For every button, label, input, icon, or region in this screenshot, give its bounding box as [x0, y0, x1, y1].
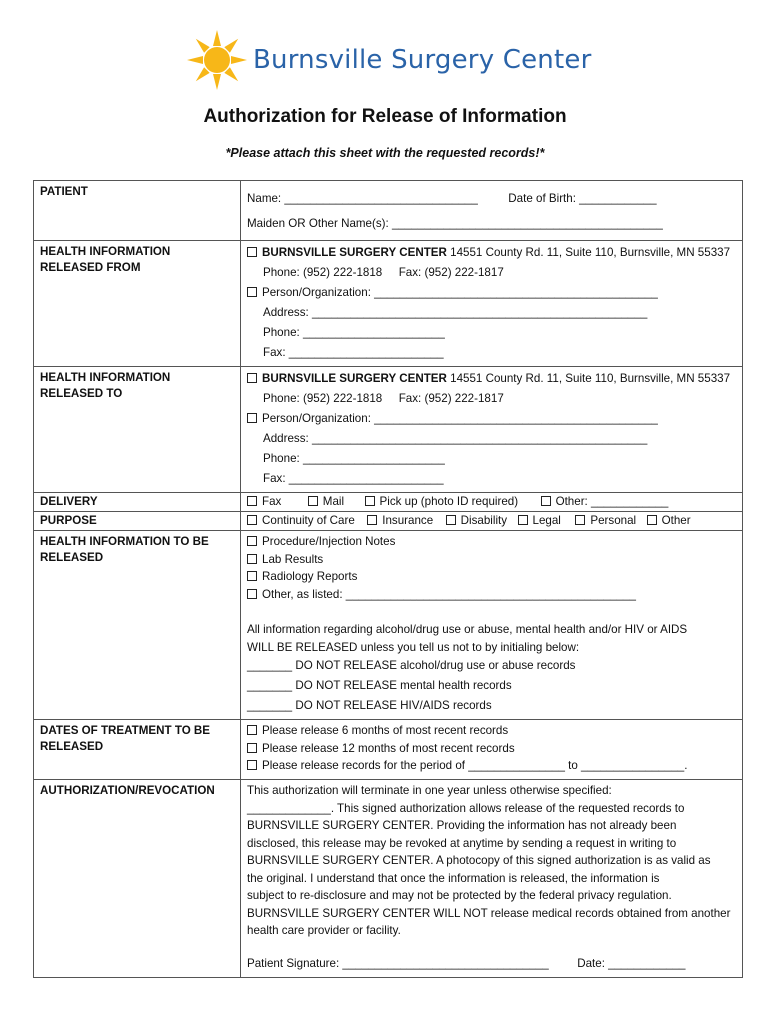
released-to-facility-phone: Phone: (952) 222-1818	[263, 392, 383, 405]
purpose-insurance-checkbox[interactable]	[367, 515, 377, 525]
released-from-label: HEALTH INFORMATION RELEASED FROM	[34, 241, 241, 367]
exclude-mental-health-field[interactable]: _______ DO NOT RELEASE mental health records	[247, 679, 512, 692]
released-from-bsc-checkbox[interactable]	[247, 247, 257, 257]
sensitive-notice-line-2: WILL BE RELEASED unless you tell us not to by initialing below:	[247, 640, 580, 654]
purpose-label: PURPOSE	[34, 512, 241, 531]
delivery-option-fax: Fax	[262, 495, 282, 508]
released-from-facility-fax: Fax: (952) 222-1817	[398, 266, 504, 279]
dates-row	[34, 720, 743, 780]
delivery-mail-checkbox[interactable]	[308, 496, 318, 506]
sun-icon	[185, 28, 249, 92]
info-option-other-field[interactable]: Other, as listed: _____________________________________________	[262, 587, 636, 601]
authorization-text	[247, 782, 736, 940]
authorization-form-table	[33, 180, 743, 978]
patient-dob-field[interactable]: Date of Birth: ____________	[508, 192, 657, 205]
released-from-person-checkbox[interactable]	[247, 287, 257, 297]
released-from-facility-phone: Phone: (952) 222-1818	[263, 266, 383, 279]
patient-name-field[interactable]: Name: ______________________________	[247, 192, 478, 205]
release-6-months-checkbox[interactable]	[247, 725, 257, 735]
released-from-person-field[interactable]: Person/Organization: ____________________________________________	[262, 286, 658, 299]
authorization-line: the original. I understand that once the information is released, the information is	[247, 871, 660, 885]
purpose-option-other: Other	[661, 514, 691, 527]
released-to-label: HEALTH INFORMATION RELEASED TO	[34, 367, 241, 493]
info-option-procedure: Procedure/Injection Notes	[262, 535, 396, 548]
released-to-row	[34, 367, 743, 493]
released-to-phone-field[interactable]: Phone: ______________________	[263, 452, 445, 465]
delivery-fax-checkbox[interactable]	[247, 496, 257, 506]
info-option-lab: Lab Results	[262, 552, 324, 566]
release-12-months-checkbox[interactable]	[247, 743, 257, 753]
purpose-other-checkbox[interactable]	[647, 515, 657, 525]
delivery-option-pickup: Pick up (photo ID required)	[379, 495, 519, 508]
authorization-line: disclosed, this release may be revoked at anytime by sending a request in writing to	[247, 836, 677, 850]
released-from-facility-name: BURNSVILLE SURGERY CENTER	[262, 246, 447, 259]
authorization-row	[34, 780, 743, 978]
authorization-line: _____________. This signed authorization allows release of the requested records to	[247, 801, 685, 815]
radiology-reports-checkbox[interactable]	[247, 571, 257, 581]
purpose-continuity-checkbox[interactable]	[247, 515, 257, 525]
info-option-radiology: Radiology Reports	[262, 570, 358, 583]
patient-row	[34, 181, 743, 241]
released-to-facility-fax: Fax: (952) 222-1817	[398, 392, 504, 405]
purpose-option-insurance: Insurance	[382, 514, 434, 527]
lab-results-checkbox[interactable]	[247, 554, 257, 564]
authorization-line: BURNSVILLE SURGERY CENTER. Providing the information has not already been	[247, 819, 677, 832]
exclude-hiv-aids-field[interactable]: _______ DO NOT RELEASE HIV/AIDS records	[247, 699, 492, 712]
delivery-option-mail: Mail	[322, 495, 345, 508]
brand-name: Burnsville Surgery Center	[253, 45, 592, 75]
released-from-address-field[interactable]: Address: ____________________________________________________	[263, 306, 648, 319]
page-subtitle: *Please attach this sheet with the requested records!*	[225, 146, 545, 160]
authorization-line: BURNSVILLE SURGERY CENTER. A photocopy of this signed authorization is as valid as	[247, 854, 711, 867]
released-from-fax-field[interactable]: Fax: ________________________	[263, 346, 444, 359]
released-from-phone-field[interactable]: Phone: ______________________	[263, 326, 445, 339]
authorization-line: BURNSVILLE SURGERY CENTER WILL NOT release medical records obtained from another	[247, 906, 731, 920]
released-to-facility-name: BURNSVILLE SURGERY CENTER	[262, 372, 447, 385]
delivery-pickup-checkbox[interactable]	[365, 496, 375, 506]
other-listed-checkbox[interactable]	[247, 589, 257, 599]
info-to-release-row	[34, 531, 743, 720]
released-to-address-field[interactable]: Address: ____________________________________________________	[263, 432, 648, 445]
exclude-alcohol-drug-field[interactable]: _______ DO NOT RELEASE alcohol/drug use or abuse records	[247, 659, 576, 672]
released-to-person-checkbox[interactable]	[247, 413, 257, 423]
released-to-person-field[interactable]: Person/Organization: ____________________________________________	[262, 412, 658, 425]
purpose-option-legal: Legal	[532, 514, 561, 527]
purpose-legal-checkbox[interactable]	[518, 515, 528, 525]
purpose-disability-checkbox[interactable]	[446, 515, 456, 525]
info-to-release-label: HEALTH INFORMATION TO BE RELEASED	[34, 531, 241, 720]
delivery-label: DELIVERY	[34, 493, 241, 512]
dates-option-6-months: Please release 6 months of most recent records	[262, 724, 509, 737]
delivery-row	[34, 493, 743, 512]
patient-signature-field[interactable]: Patient Signature: ________________________________	[247, 956, 549, 970]
released-to-fax-field[interactable]: Fax: ________________________	[263, 472, 444, 485]
released-to-facility-address: 14551 County Rd. 11, Suite 110, Burnsville, MN 55337	[450, 372, 731, 385]
authorization-line: subject to re-disclosure and may not be protected by the federal privacy regulation.	[247, 889, 672, 902]
signature-date-field[interactable]: Date: ____________	[577, 956, 686, 970]
patient-maiden-field[interactable]: Maiden OR Other Name(s): __________________________________________	[247, 217, 663, 230]
sensitive-notice-line-1: All information regarding alcohol/drug use or abuse, mental health and/or HIV or AIDS	[247, 623, 688, 636]
purpose-option-continuity: Continuity of Care	[262, 514, 355, 527]
purpose-option-disability: Disability	[460, 514, 508, 527]
patient-label: PATIENT	[34, 181, 241, 241]
dates-period-field[interactable]: Please release records for the period of _______________ to ________________.	[262, 759, 688, 772]
authorization-label: AUTHORIZATION/REVOCATION	[34, 780, 241, 978]
logo	[185, 28, 591, 92]
authorization-line: This authorization will terminate in one year unless otherwise specified:	[247, 784, 612, 797]
page-title: Authorization for Release of Information	[203, 106, 567, 127]
purpose-option-personal: Personal	[590, 514, 637, 527]
purpose-personal-checkbox[interactable]	[575, 515, 585, 525]
procedure-notes-checkbox[interactable]	[247, 536, 257, 546]
release-period-checkbox[interactable]	[247, 760, 257, 770]
dates-option-12-months: Please release 12 months of most recent records	[262, 741, 515, 755]
released-to-bsc-checkbox[interactable]	[247, 373, 257, 383]
delivery-other-field[interactable]: Other: ____________	[555, 495, 669, 508]
released-from-facility-address: 14551 County Rd. 11, Suite 110, Burnsville, MN 55337	[450, 246, 731, 259]
released-from-row	[34, 241, 743, 367]
delivery-other-checkbox[interactable]	[541, 496, 551, 506]
authorization-line: health care provider or facility.	[247, 924, 401, 937]
dates-label: DATES OF TREATMENT TO BE RELEASED	[34, 720, 241, 780]
purpose-row	[34, 512, 743, 531]
